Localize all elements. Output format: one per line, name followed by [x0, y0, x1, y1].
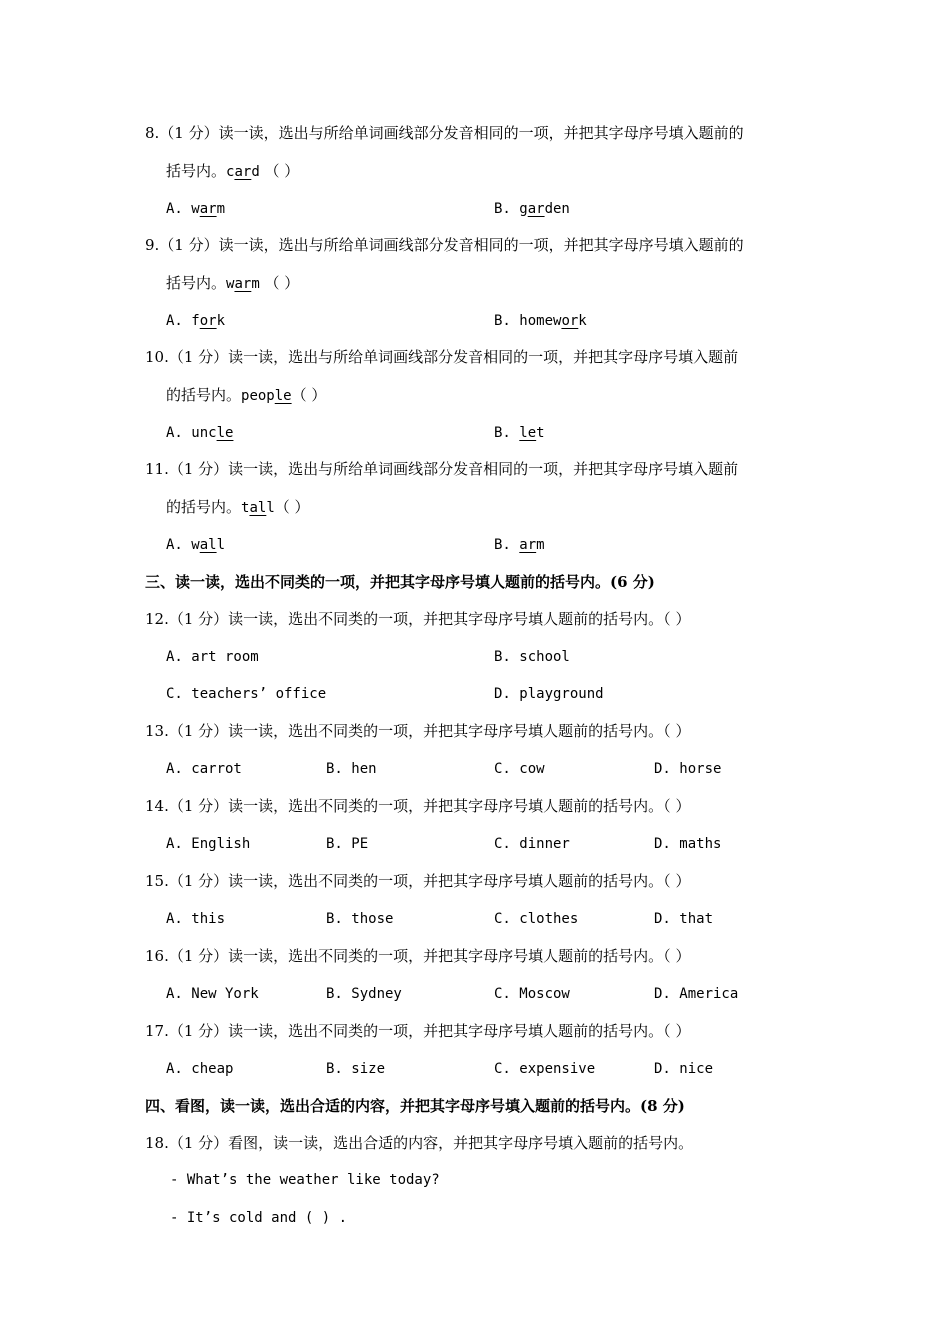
question-9-prompt: 括号内。warm （ ）	[166, 274, 300, 292]
question-8-stem: 8.（1 分）读一读，选出与所给单词画线部分发音相同的一项，并把其字母序号填入题前的	[145, 124, 744, 142]
option-a: A. fork	[166, 313, 226, 329]
question-13-stem: 13.（1 分）读一读，选出不同类的一项，并把其字母序号填人题前的括号内。（ ）	[145, 722, 691, 740]
option-b: B. homework	[494, 313, 587, 329]
option-d: D. playground	[494, 686, 604, 702]
question-9-stem: 9.（1 分）读一读，选出与所给单词画线部分发音相同的一项，并把其字母序号填入题前的	[145, 236, 744, 254]
option-a: A. English	[166, 836, 251, 852]
option-a: A. art room	[166, 649, 259, 665]
option-b: B. school	[494, 649, 570, 665]
answer-bracket: （ ）	[291, 386, 327, 404]
option-b: B. size	[326, 1061, 386, 1077]
question-14-stem: 14.（1 分）读一读，选出不同类的一项，并把其字母序号填人题前的括号内。（ ）	[145, 797, 691, 815]
option-c: C. teachers’ office	[166, 686, 327, 702]
question-18-stem: 18.（1 分）看图，读一读，选出合适的内容，并把其字母序号填入题前的括号内。	[145, 1134, 694, 1152]
option-b: B. let	[494, 425, 545, 441]
option-a: A. cheap	[166, 1061, 234, 1077]
option-a: A. uncle	[166, 425, 234, 441]
option-d: D. America	[654, 986, 739, 1002]
question-8-prompt: 括号内。card （ ）	[166, 162, 300, 180]
option-d: D. horse	[654, 761, 722, 777]
section-4-heading: 四、看图，读一读，选出合适的内容，并把其字母序号填入题前的括号内。(8 分)	[145, 1097, 685, 1115]
question-16-stem: 16.（1 分）读一读，选出不同类的一项，并把其字母序号填人题前的括号内。（ ）	[145, 947, 691, 965]
question-15-stem: 15.（1 分）读一读，选出不同类的一项，并把其字母序号填人题前的括号内。（ ）	[145, 872, 691, 890]
option-b: B. garden	[494, 201, 570, 217]
option-c: C. dinner	[494, 836, 570, 852]
option-c: C. clothes	[494, 911, 579, 927]
dialogue-line-2: - It’s cold and ( ) .	[170, 1210, 348, 1226]
question-11-prompt: 的括号内。tall（ ）	[166, 498, 310, 516]
option-c: C. cow	[494, 761, 545, 777]
question-10-prompt: 的括号内。people（ ）	[166, 386, 327, 404]
option-b: B. those	[326, 911, 394, 927]
option-a: A. warm	[166, 201, 226, 217]
section-3-heading: 三、读一读，选出不同类的一项，并把其字母序号填人题前的括号内。(6 分)	[145, 573, 655, 591]
option-c: C. expensive	[494, 1061, 596, 1077]
question-12-stem: 12.（1 分）读一读，选出不同类的一项，并把其字母序号填人题前的括号内。（ ）	[145, 610, 691, 628]
option-b: B. Sydney	[326, 986, 402, 1002]
question-11-stem: 11.（1 分）读一读，选出与所给单词画线部分发音相同的一项，并把其字母序号填入题前	[145, 460, 739, 478]
option-a: A. New York	[166, 986, 259, 1002]
option-c: C. Moscow	[494, 986, 570, 1002]
option-a: A. wall	[166, 537, 226, 553]
option-b: B. PE	[326, 836, 369, 852]
answer-bracket: （ ）	[259, 162, 300, 180]
answer-bracket: （ ）	[259, 274, 300, 292]
option-b: B. hen	[326, 761, 377, 777]
question-10-stem: 10.（1 分）读一读，选出与所给单词画线部分发音相同的一项，并把其字母序号填入题前	[145, 348, 739, 366]
option-a: A. this	[166, 911, 226, 927]
dialogue-line-1: - What’s the weather like today?	[170, 1172, 440, 1188]
question-17-stem: 17.（1 分）读一读，选出不同类的一项，并把其字母序号填人题前的括号内。（ ）	[145, 1022, 691, 1040]
answer-bracket: （ ）	[274, 498, 310, 516]
option-d: D. maths	[654, 836, 722, 852]
option-a: A. carrot	[166, 761, 242, 777]
option-d: D. that	[654, 911, 714, 927]
option-d: D. nice	[654, 1061, 714, 1077]
option-b: B. arm	[494, 537, 545, 553]
